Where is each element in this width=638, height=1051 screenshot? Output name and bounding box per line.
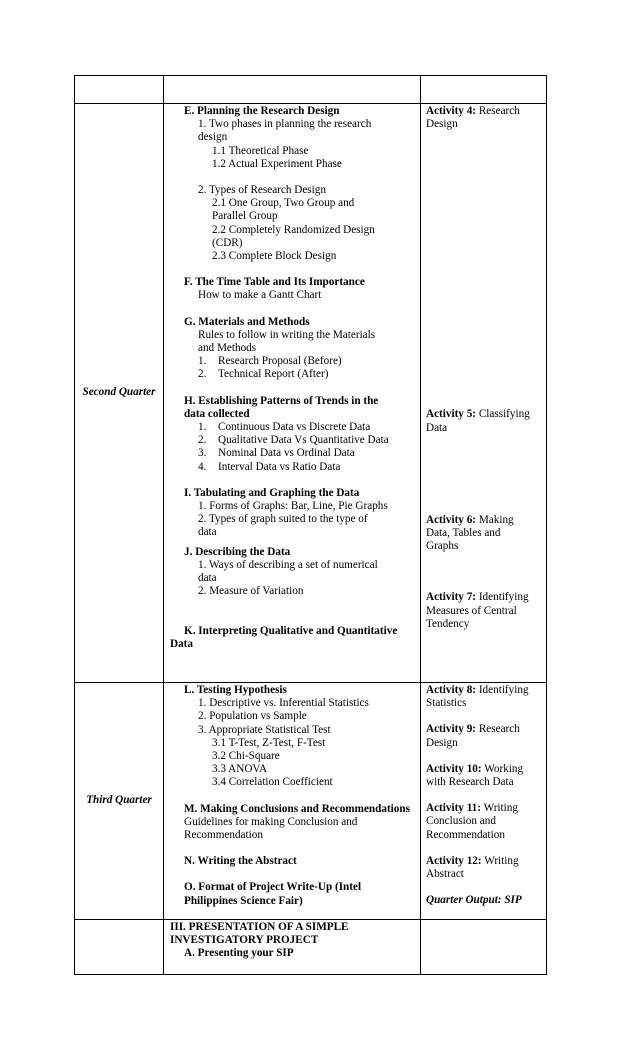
- topic-e-line: 2.2 Completely Randomized Design: [212, 223, 375, 236]
- topic-e-line: design: [198, 131, 228, 144]
- cell-empty-1: [75, 76, 164, 104]
- topic-l-line: 3.2 Chi-Square: [212, 750, 280, 763]
- topic-h-item: [170, 447, 416, 460]
- topic-m-line: Guidelines for making Conclusion and: [184, 815, 358, 828]
- topic-h-title: data collected: [184, 407, 250, 420]
- presentation-topics: [164, 920, 421, 975]
- topic-e-line: Parallel Group: [212, 210, 278, 223]
- topic-i-line: 1. Forms of Graphs: Bar, Line, Pie Graphs: [198, 500, 388, 513]
- activity-11: [426, 802, 543, 815]
- topic-e-line: 2.1 One Group, Two Group and: [212, 197, 355, 210]
- topic-l-line: 3.4 Correlation Coefficient: [212, 776, 333, 789]
- topic-l-line: 3.1 T-Test, Z-Test, F-Test: [212, 736, 326, 749]
- curriculum-table: [74, 75, 547, 975]
- topic-k-title: Data: [170, 637, 193, 650]
- topic-e-line: 1.2 Actual Experiment Phase: [212, 157, 342, 170]
- topic-e-title: E. Planning the Research Design: [184, 105, 340, 117]
- topic-l-line: 3.3 ANOVA: [212, 763, 268, 776]
- activity-9: [426, 723, 543, 736]
- topic-e-line: 2.3 Complete Block Design: [212, 250, 337, 263]
- topic-j-line: 2. Measure of Variation: [198, 585, 304, 598]
- table-row-third-quarter: [75, 683, 547, 920]
- topic-n-title: N. Writing the Abstract: [184, 855, 297, 868]
- cell-presentation-activities: [421, 920, 547, 975]
- activity-text: Working: [481, 762, 524, 775]
- topic-e-line: 2. Types of Research Design: [198, 184, 326, 197]
- topic-i-line: data: [198, 526, 217, 539]
- activity-text: Classifying: [476, 408, 530, 421]
- activity-text: Tendency: [426, 617, 470, 630]
- activity-12: [426, 855, 543, 868]
- activity-10: [426, 763, 543, 776]
- activity-text: Identifying: [476, 591, 529, 604]
- activity-text: Research: [476, 723, 520, 736]
- cell-presentation-empty: [75, 920, 164, 975]
- activity-text: Measures of Central: [426, 604, 517, 617]
- topic-i-title: I. Tabulating and Graphing the Data: [184, 486, 360, 499]
- table-row-second-quarter: [75, 104, 547, 683]
- activity-text: Abstract: [426, 868, 464, 881]
- topic-f-line: How to make a Gantt Chart: [198, 289, 322, 302]
- topic-j-title: J. Describing the Data: [184, 545, 291, 558]
- topic-e-line: (CDR): [212, 236, 243, 249]
- quarter-output: Quarter Output: SIP: [426, 894, 522, 907]
- activity-text: Design: [426, 736, 458, 749]
- activity-label: Activity 7:: [426, 591, 477, 604]
- topic-k-title: K. Interpreting Qualitative and Quantitative: [184, 624, 398, 637]
- item-text: Nominal Data vs Ordinal Data: [218, 447, 355, 460]
- second-quarter-activities: [421, 104, 547, 683]
- cell-empty-3: [421, 76, 547, 104]
- topic-h-item: [170, 421, 416, 434]
- topic-j-line: 1. Ways of describing a set of numerical: [198, 558, 378, 571]
- item-text: Continuous Data vs Discrete Data: [218, 421, 371, 434]
- activity-text: Research: [476, 105, 520, 117]
- item-number: 2.: [198, 434, 207, 447]
- topic-e-line: 1.1 Theoretical Phase: [212, 144, 309, 157]
- topic-h-item: [170, 434, 416, 447]
- second-quarter-label: Second Quarter: [75, 104, 164, 683]
- topic-g-line: and Methods: [198, 342, 257, 355]
- presentation-title: INVESTIGATORY PROJECT: [170, 934, 319, 947]
- activity-4: [426, 105, 543, 118]
- presentation-title: III. PRESENTATION OF A SIMPLE: [170, 921, 349, 933]
- table-row-presentation: [75, 920, 547, 975]
- activity-text: Writing: [481, 802, 518, 815]
- topic-m-line: Recommendation: [184, 829, 263, 842]
- activity-label: Activity 11:: [426, 802, 481, 815]
- topic-o-title: Philippines Science Fair): [184, 894, 303, 907]
- cell-empty-2: [164, 76, 421, 104]
- activity-label: Activity 4:: [426, 105, 477, 117]
- topic-g-item: [170, 368, 416, 381]
- third-quarter-label: Third Quarter: [75, 683, 164, 920]
- item-text: Research Proposal (Before): [218, 355, 342, 368]
- topic-l-title: L. Testing Hypothesis: [184, 684, 287, 696]
- activity-7: [426, 591, 543, 604]
- activity-text: Identifying: [476, 684, 529, 696]
- topic-l-line: 1. Descriptive vs. Inferential Statistics: [198, 697, 369, 710]
- topic-i-line: 2. Types of graph suited to the type of: [198, 513, 368, 526]
- item-number: 1.: [198, 355, 207, 368]
- topic-h-item: [170, 461, 416, 474]
- item-text: Technical Report (After): [218, 368, 329, 381]
- activity-text: with Research Data: [426, 776, 514, 789]
- activity-label: Activity 12:: [426, 854, 482, 867]
- third-quarter-topics: [164, 683, 421, 920]
- activity-text: Statistics: [426, 697, 467, 710]
- activity-text: Data, Tables and: [426, 527, 501, 540]
- topic-j-line: data: [198, 572, 217, 585]
- activity-label: Activity 6:: [426, 513, 477, 526]
- activity-text: Writing: [481, 854, 519, 867]
- activity-text: Making: [476, 513, 514, 526]
- presentation-sub: A. Presenting your SIP: [184, 947, 294, 960]
- topic-g-line: Rules to follow in writing the Materials: [198, 328, 376, 341]
- topic-e-line: 1. Two phases in planning the research: [198, 118, 372, 131]
- topic-m-title: M. Making Conclusions and Recommendations: [184, 802, 410, 815]
- topic-o-title: O. Format of Project Write-Up (Intel: [184, 881, 362, 894]
- activity-label: Activity 10:: [426, 762, 482, 775]
- activity-text: Graphs: [426, 540, 459, 553]
- activity-text: Design: [426, 118, 458, 131]
- item-text: Interval Data vs Ratio Data: [218, 460, 341, 473]
- topic-g-title: G. Materials and Methods: [184, 315, 310, 328]
- activity-text: Data: [426, 421, 448, 434]
- item-number: 2.: [198, 368, 207, 381]
- activity-label: Activity 9:: [426, 723, 477, 736]
- topic-g-item: [170, 355, 416, 368]
- table-row-empty: [75, 76, 547, 104]
- item-number: 3.: [198, 447, 207, 460]
- activity-5: [426, 408, 543, 421]
- activity-label: Activity 5:: [426, 408, 477, 421]
- activity-8: [426, 684, 543, 697]
- activity-6: [426, 514, 543, 527]
- activity-text: Recommendation: [426, 828, 505, 841]
- topic-f-title: F. The Time Table and Its Importance: [184, 276, 365, 289]
- item-number: 1.: [198, 421, 207, 434]
- activity-label: Activity 8:: [426, 684, 477, 696]
- topic-l-line: 3. Appropriate Statistical Test: [198, 723, 331, 736]
- topic-l-line: 2. Population vs Sample: [198, 710, 307, 723]
- activity-text: Conclusion and: [426, 815, 496, 828]
- topic-h-title: H. Establishing Patterns of Trends in the: [184, 394, 379, 407]
- second-quarter-topics: [164, 104, 421, 683]
- item-text: Qualitative Data Vs Quantitative Data: [218, 434, 389, 447]
- third-quarter-activities: [421, 683, 547, 920]
- item-number: 4.: [198, 460, 207, 473]
